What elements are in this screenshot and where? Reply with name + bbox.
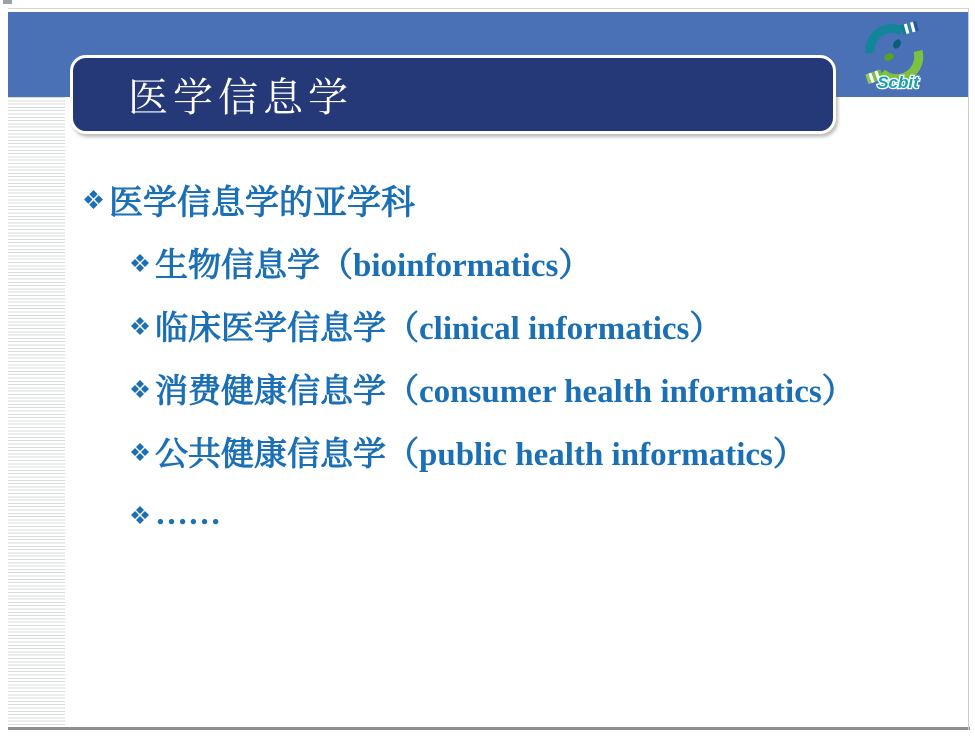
list-item	[0, 168, 965, 231]
scbit-logo-icon	[856, 16, 940, 92]
list-item	[0, 294, 965, 357]
list-item	[0, 483, 965, 546]
list-item	[0, 357, 965, 420]
diamond-bullet-icon	[83, 189, 104, 210]
list-item-label: 临床医学信息学（clinical informatics）	[155, 311, 723, 347]
logo-leaf	[883, 52, 895, 63]
logo-teardrop	[891, 38, 902, 50]
diamond-bullet-icon	[130, 316, 150, 336]
list-item	[0, 231, 965, 294]
list-item-label: 消费健康信息学（consumer health informatics）	[155, 374, 855, 410]
slide-top-border	[8, 8, 968, 9]
slide-right-border	[968, 8, 969, 730]
page-title: 医学信息学	[128, 75, 353, 120]
list-item-label: 公共健康信息学（public health informatics）	[155, 437, 806, 473]
list-item	[0, 420, 965, 483]
screen-corner-artifact	[3, 0, 12, 4]
list-item-label: ……	[155, 496, 221, 532]
title-box	[70, 55, 836, 134]
diamond-bullet-icon	[130, 442, 150, 462]
logo-top-barcode	[901, 21, 919, 35]
list-item-label: 医学信息学的亚学科	[109, 185, 415, 222]
diamond-bullet-icon	[130, 379, 150, 399]
slide-bottom-border	[8, 727, 970, 730]
scbit-logo	[856, 16, 940, 92]
bullet-list	[0, 168, 965, 546]
logo-wordmark: Scbit	[877, 73, 919, 92]
list-item-label: 生物信息学（bioinformatics）	[155, 248, 592, 284]
diamond-bullet-icon	[130, 253, 150, 273]
diamond-bullet-icon	[130, 505, 150, 525]
